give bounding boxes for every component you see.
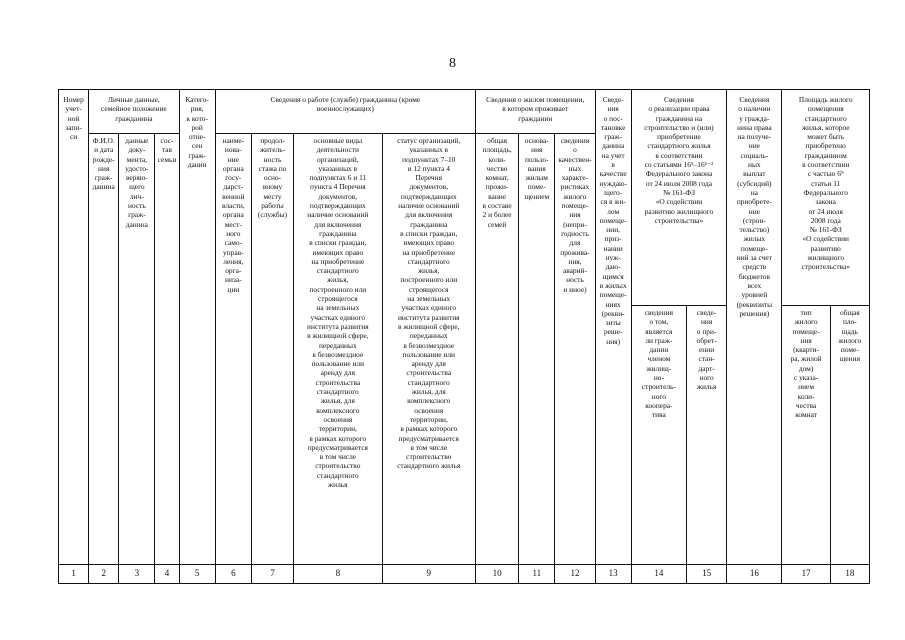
column-number: 9 <box>382 565 475 584</box>
header-org-status: статус организаций, указанных в подпунктах 7–10 и 12 пункта 4 Перечня документов, подтверждающих наличие оснований для включения гражданина в списки граждан, имеющих право на приобретение стандартного жилья, построенного или строящегося на земельных участках единого института развития в жилищной сфере, переданных в безвозмездное пользование или аренду для строительства стандартного жилья, для комплексного освоения территории, в рамках которого предусматривается в том числе строительство стандартного жилья <box>382 134 475 565</box>
column-number: 4 <box>155 565 179 584</box>
header-total-area: общая пло- щадь жилого поме- щения <box>830 306 869 565</box>
column-number: 18 <box>830 565 869 584</box>
header-org-name: наиме- нова- ние органа госу- дарст- венной власти, органа мест- ного само- управ- ления, орга- низа- ции <box>215 134 251 565</box>
header-coop-member: сведения о том, является ли граж- данин членом жилищ- но- строитель- ного коопера- тива <box>631 306 686 565</box>
header-record-number: Номер учет- ной запи- си <box>59 90 89 565</box>
page-number: 8 <box>449 56 456 71</box>
header-right-to-buy: Сведения о реализации права гражданина на строительство и (или) приобретение стандартного жилья в соответствии со статьями 16⁵–16⁶⁻² Федерального закона от 24 июля 2008 года № 161-ФЗ «О содействии развитию жилищного строительства» <box>631 90 726 306</box>
column-number: 5 <box>179 565 215 584</box>
column-number: 15 <box>687 565 727 584</box>
header-personal-data: Личные данные, семейное положение гражданина <box>89 90 179 134</box>
column-number: 8 <box>294 565 382 584</box>
header-acquired: сведе- ния о при- обрет- ении стан- дарт- ного жилья <box>687 306 727 565</box>
header-work-info: Сведения о работе (службе) гражданина (кроме военнослужащих) <box>215 90 475 134</box>
column-number: 2 <box>89 565 119 584</box>
header-standard-area: Площадь жилого помещения стандартного жилья, которое может быть приобретено гражданином в соответствии с частью 6⁹ статьи 11 Федерального закона от 24 июля 2008 года № 161-ФЗ «О содействии развитию жилищного строительства» <box>782 90 870 306</box>
header-registration: Сведе- ния о пос- тановке граж- данина на учет в качестве нуждаю- щего- ся в жи- лом помеще- нии, приз- нании нуж- даю- щимся в жилых помеще- ниях (рекви- зиты реше- ния) <box>595 90 631 565</box>
header-dwelling-type: тип жилого помеще- ния (кварти- ра, жилой дом) с указа- нием коли- чества комнат <box>782 306 830 565</box>
column-number: 16 <box>727 565 782 584</box>
header-id-document: данные доку- мента, удосто- веряю- щего лич- ность граж- данина <box>119 134 155 565</box>
header-fio: Ф.И.О. и дата рожде- ния граж- данина <box>89 134 119 565</box>
column-number: 17 <box>782 565 830 584</box>
header-category: Катего- рия, к кото- рой отне- сен граж- данин <box>179 90 215 565</box>
column-number: 13 <box>595 565 631 584</box>
column-number: 3 <box>119 565 155 584</box>
header-family: сос- тав семьи <box>155 134 179 565</box>
header-housing-info: Сведения о жилом помещении, в котором проживает гражданин <box>475 90 595 134</box>
column-number: 1 <box>59 565 89 584</box>
column-number: 7 <box>251 565 293 584</box>
column-number: 11 <box>519 565 555 584</box>
header-housing-basis: основа- ния пользо- вания жилым поме- щением <box>519 134 555 565</box>
header-social-payments: Сведения о наличии у гражда- нина права на получе- ние социаль- ных выплат (субсидий) на приобрете- ние (строи- тельство) жилых помеще- ний за счет средств бюджетов всех уровней (реквизиты решения) <box>727 90 782 565</box>
header-work-duration: продол- житель- ность стажа по осно- вному месту работы (службы) <box>251 134 293 565</box>
column-number: 10 <box>475 565 518 584</box>
header-housing-area: общая площадь, коли- чество комнат, прожи- вание в составе 2 и более семей <box>475 134 518 565</box>
registry-table <box>58 89 870 584</box>
column-number: 14 <box>631 565 686 584</box>
header-housing-quality: сведения о качествен- ных характе- ристиках жилого помеще- ния (непри- годность для прожива- ния, аварий- ность и иное) <box>555 134 595 565</box>
column-number: 6 <box>215 565 251 584</box>
header-org-activities: основные виды деятельности организаций, указанных в подпунктах 6 и 11 пункта 4 Перечня документов, подтверждающих наличие оснований для включения гражданина в списки граждан, имеющих право на приобретение стандартного жилья, построенного или строящегося на земельных участках единого института развития в жилищной сфере, переданных в безвозмездное пользование или аренду для строительства стандартного жилья, для комплексного освоения территории, в рамках которого предусматривается в том числе строительство стандартного жилья <box>294 134 382 565</box>
column-number: 12 <box>555 565 595 584</box>
